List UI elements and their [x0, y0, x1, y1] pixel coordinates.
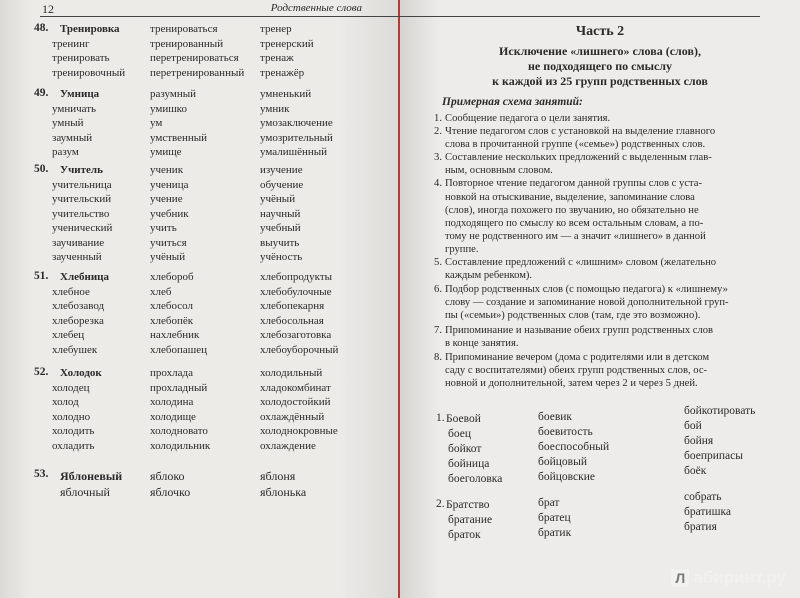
- example-word: братание: [448, 514, 493, 526]
- example-word: братишка: [684, 506, 731, 518]
- word: умничать: [52, 102, 97, 115]
- word: учительница: [52, 178, 112, 191]
- word: тренированный: [150, 37, 224, 50]
- word: холодно: [52, 410, 91, 423]
- step-line: саду с воспитателями) обеих групп родственных слов, ос-: [445, 364, 708, 376]
- word: тренаж: [260, 52, 294, 64]
- word: холоднокровные: [260, 425, 338, 437]
- word: ум: [150, 117, 163, 129]
- word: умалишённый: [260, 146, 327, 158]
- step-line: новной и дополнительной, затем через 2 и через 5 дней.: [445, 377, 698, 389]
- word: учёный: [260, 193, 296, 205]
- word: учить: [150, 222, 177, 234]
- step-text: [445, 351, 709, 390]
- word: научный: [260, 207, 301, 220]
- word: хлебушек: [52, 343, 98, 356]
- step-line: Составление нескольких предложений с выделенным глав-: [445, 152, 712, 164]
- step-number: 2.: [434, 126, 442, 138]
- word: холод: [52, 396, 79, 408]
- word-column: [260, 366, 338, 453]
- word: хлебопёк: [150, 314, 194, 327]
- word: ученик: [150, 164, 184, 176]
- word: Умница: [60, 88, 100, 100]
- word-column: [60, 468, 122, 500]
- word: хлеб: [150, 285, 172, 298]
- step-text: [445, 256, 716, 282]
- word: тренажёр: [260, 66, 305, 79]
- step-number: 1.: [434, 113, 442, 124]
- example-column: [448, 498, 492, 543]
- example-column: [538, 496, 571, 541]
- word-column: [52, 22, 126, 80]
- example-word: Боевой: [446, 413, 481, 425]
- group-number: 53.: [34, 468, 49, 480]
- word: охлаждённый: [260, 410, 325, 423]
- step-text: [445, 177, 706, 256]
- word-column: [260, 163, 303, 265]
- word: ученица: [150, 178, 189, 191]
- step-line: ным, основным словом.: [445, 165, 553, 177]
- word-column: [150, 270, 207, 357]
- word: хлебопекарня: [260, 300, 325, 312]
- word: умозаключение: [260, 117, 333, 129]
- word: холодильник: [150, 439, 211, 452]
- step-number: 3.: [434, 152, 442, 164]
- step-line: Повторное чтение педагогом данной группы слов с уста-: [445, 178, 703, 190]
- example-word: собрать: [684, 491, 722, 503]
- word: хлебозавод: [52, 300, 105, 312]
- word: Хлебница: [60, 271, 110, 283]
- step-text: [445, 151, 712, 177]
- word: тренироваться: [150, 23, 218, 35]
- step-number: 6.: [434, 284, 442, 296]
- step-line: группе.: [445, 243, 479, 255]
- word: нахлебник: [150, 329, 200, 341]
- example-word: братия: [684, 521, 717, 533]
- word: Холодок: [60, 367, 102, 379]
- word-column: [260, 270, 338, 357]
- word: тренировать: [52, 52, 110, 64]
- word: умник: [260, 102, 290, 115]
- example-word: братец: [538, 512, 571, 524]
- word: тренерский: [260, 37, 314, 50]
- example-word: боевик: [538, 411, 573, 423]
- group-number: 48.: [34, 22, 49, 34]
- word: яблочко: [150, 485, 191, 499]
- step-line: Составление предложений с «лишним» словом (желательно: [445, 257, 717, 269]
- step-line: в конце занятия.: [445, 337, 519, 349]
- word: учебник: [150, 207, 189, 220]
- word: учительский: [52, 193, 112, 205]
- word: яблонька: [260, 485, 307, 499]
- example-column: [448, 412, 502, 487]
- word: Учитель: [60, 164, 103, 176]
- step-line: Подбор родственных слов (с помощью педагога) к «лишнему»: [445, 284, 728, 296]
- word: перетренированный: [150, 66, 245, 79]
- step-line: тому не родственного им — а значит «лишнего» в данной: [445, 230, 706, 242]
- word: холодновато: [150, 425, 208, 437]
- word: хлебоуборочный: [260, 343, 339, 356]
- word: обучение: [260, 178, 304, 191]
- step-line: пы («семьи») родственных слов (там, где это возможно).: [445, 310, 701, 322]
- word: охлаждение: [260, 439, 316, 452]
- word: холодина: [150, 396, 194, 408]
- step-number: 4.: [434, 178, 442, 190]
- scheme-step: [430, 256, 780, 282]
- step-line: новкой на отыскивание, выделение, запоминание слова: [445, 191, 695, 203]
- word-column: [52, 366, 102, 453]
- example-column: [684, 490, 731, 535]
- word: разумный: [150, 88, 196, 100]
- example-word: бойница: [448, 458, 490, 470]
- word: хлебороб: [150, 271, 194, 283]
- word-column: [260, 87, 333, 160]
- word-column: [150, 366, 210, 453]
- word: прохлада: [150, 367, 193, 379]
- word: Тренировка: [60, 23, 120, 35]
- example-word: боеприпасы: [684, 450, 743, 462]
- word: холодильный: [260, 367, 323, 379]
- group-number: 50.: [34, 163, 49, 175]
- example-column: [538, 410, 609, 485]
- word: умный: [52, 117, 84, 129]
- word: хлебосольная: [260, 314, 324, 327]
- scheme-steps: [430, 112, 780, 390]
- word: умозрительный: [260, 131, 333, 144]
- word: яблоко: [150, 469, 185, 483]
- example-word: браток: [448, 529, 481, 541]
- scheme-step: [430, 283, 780, 322]
- word: холодец: [52, 381, 90, 394]
- part-subtitle: [400, 44, 800, 89]
- example-number: 2.: [436, 498, 445, 510]
- step-text: [445, 112, 610, 125]
- watermark-logo: [671, 568, 786, 588]
- example-word: бойцовый: [538, 456, 587, 468]
- step-line: Припоминание и называние обеих групп родственных слов: [445, 324, 714, 336]
- word: учительство: [52, 207, 110, 220]
- word: яблоня: [260, 469, 296, 483]
- word: тренинг: [52, 37, 90, 50]
- word: учёность: [260, 251, 303, 263]
- scheme-step: [430, 112, 780, 125]
- word-column: [52, 270, 110, 357]
- word: Яблоневый: [60, 469, 123, 483]
- word: прохладный: [150, 381, 208, 394]
- example-word: бойкотировать: [684, 405, 756, 417]
- watermark-text: абиринт.ру: [693, 568, 786, 587]
- scheme-title: Примерная схема занятий:: [442, 96, 583, 108]
- page-number: 12: [42, 2, 54, 16]
- scheme-step: [430, 177, 780, 256]
- word: перетренироваться: [150, 52, 239, 64]
- example-word: боевитость: [538, 426, 593, 438]
- group-number: 49.: [34, 87, 49, 99]
- scheme-step: [430, 151, 780, 177]
- scheme-step: [430, 324, 780, 350]
- example-word: бой: [684, 420, 702, 432]
- word: хлебосол: [150, 300, 193, 312]
- example-number: 1.: [436, 412, 445, 424]
- word: умишко: [150, 102, 187, 115]
- word: яблочный: [60, 485, 110, 499]
- step-number: 8.: [434, 351, 442, 363]
- step-number: 7.: [434, 324, 442, 336]
- word: ученический: [52, 222, 113, 234]
- part-title: Часть 2: [575, 24, 625, 39]
- scheme-step: [430, 125, 780, 151]
- group-number: 52.: [34, 366, 49, 378]
- word: учёный: [150, 251, 186, 263]
- example-word: бойцовские: [538, 471, 595, 483]
- step-line: слова в прочитанной группе («семье») родственных слов.: [445, 139, 706, 151]
- word: хлебобулочные: [260, 285, 332, 298]
- step-text: [445, 324, 713, 350]
- word-column: [150, 468, 190, 500]
- step-line: Сообщение педагога о цели занятия.: [445, 113, 611, 124]
- word-column: [150, 22, 244, 80]
- example-word: бойкот: [448, 443, 482, 455]
- example-word: брат: [538, 497, 560, 509]
- word: заумный: [52, 131, 93, 144]
- labirint-logo-icon: Л: [671, 569, 689, 587]
- word-column: [260, 22, 314, 80]
- step-line: подходящего по смыслу ко всем остальным словам, а по-: [445, 217, 704, 229]
- step-line: Припоминание вечером (дома с родителями или в детском: [445, 351, 710, 363]
- word-column: [150, 163, 189, 265]
- word: холодостойкий: [260, 396, 331, 408]
- example-word: боеголовка: [448, 473, 503, 485]
- word: хлебопашец: [150, 343, 207, 356]
- example-column: [684, 404, 755, 479]
- example-word: бойня: [684, 435, 714, 447]
- step-text: [445, 125, 715, 151]
- word-column: [150, 87, 207, 160]
- subtitle-line: не подходящего по смыслу: [527, 59, 673, 73]
- word: выучить: [260, 236, 300, 249]
- example-word: братик: [538, 527, 572, 539]
- word: учебный: [260, 222, 301, 234]
- word: разум: [52, 146, 79, 158]
- word: хлебозаготовка: [260, 329, 332, 341]
- word: хлебопродукты: [260, 271, 333, 283]
- word: умственный: [150, 131, 208, 144]
- word: холодить: [52, 425, 95, 437]
- word: холодище: [150, 410, 196, 423]
- word: хлеборезка: [52, 314, 104, 327]
- word: изучение: [260, 164, 303, 176]
- word-column: [52, 163, 113, 265]
- word: хладокомбинат: [260, 381, 331, 394]
- step-line: слову — создание и запоминание новой дополнительной груп-: [445, 297, 729, 309]
- example-word: боёк: [684, 465, 707, 477]
- step-line: (слов), иногда похожего по звучанию, но обязательно не: [445, 204, 699, 216]
- word: тренер: [260, 23, 292, 35]
- word: заученный: [52, 251, 102, 263]
- word: хлебец: [52, 329, 85, 341]
- word: тренировочный: [52, 66, 126, 79]
- step-line: Чтение педагогом слов с установкой на выделение главного: [445, 126, 716, 138]
- example-word: боец: [448, 428, 471, 440]
- running-head: Родственные слова: [270, 2, 362, 14]
- subtitle-line: к каждой из 25 групп родственных слов: [492, 74, 708, 88]
- step-text: [445, 283, 729, 322]
- word: умненький: [260, 88, 312, 100]
- example-word: боеспособный: [538, 441, 610, 453]
- example-word: Братство: [446, 499, 490, 511]
- word: учение: [150, 193, 183, 205]
- word: учиться: [150, 236, 187, 249]
- word-column: [52, 87, 100, 160]
- step-number: 5.: [434, 257, 442, 269]
- header-rule: [40, 16, 760, 17]
- step-line: каждым ребенком).: [445, 270, 533, 282]
- subtitle-line: Исключение «лишнего» слова (слов),: [499, 44, 701, 58]
- word: хлебное: [52, 285, 90, 298]
- word: охладить: [52, 439, 95, 452]
- word-column: [260, 468, 306, 500]
- word: умище: [150, 146, 182, 158]
- scheme-step: [430, 351, 780, 390]
- word: заучивание: [52, 236, 105, 249]
- group-number: 51.: [34, 270, 49, 282]
